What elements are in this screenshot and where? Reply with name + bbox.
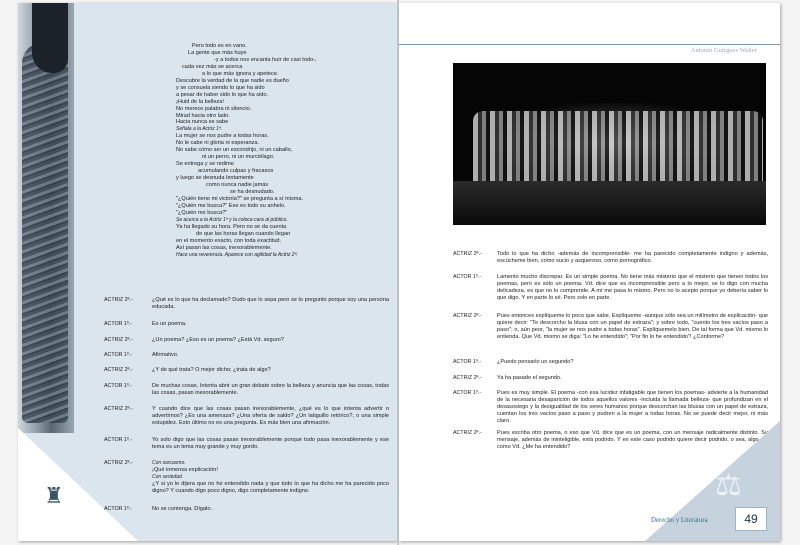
poem-line: y se consuela siendo lo que ha sido xyxy=(176,84,265,91)
speaker-label: ACTOR 1º.- xyxy=(453,274,482,280)
poem-line: Descubre la verdad de la que nadie es dueño xyxy=(176,77,289,84)
line-text: Es un poema. xyxy=(152,321,187,327)
speaker-label: ACTRIZ 2ª.- xyxy=(104,367,133,373)
dialogue-entry xyxy=(104,460,389,495)
speaker-label: ACTRIZ 2ª.- xyxy=(453,251,482,257)
dialogue-text xyxy=(152,460,389,495)
dialogue-text xyxy=(152,352,389,359)
page-number: 49 xyxy=(735,507,767,531)
poem-block xyxy=(136,43,376,259)
dialogue-text xyxy=(152,406,389,427)
dialogue-entry xyxy=(453,274,768,302)
line-text: De muchas cosas. Intenta abrir un gran debate sobre la belleza y anuncia que las cosas, todas las cosas, pasan inexorablemente. xyxy=(152,383,389,396)
poem-line: La mujer se nos pudre a todas horas. xyxy=(176,133,269,140)
poem-line: a pesar de haber sido lo que ha sido. xyxy=(176,91,269,98)
poem-line: Se acerca a la Actriz 1ª y la coloca cara al público. xyxy=(176,216,288,223)
stage-direction: Con seriedad. xyxy=(152,474,184,480)
poem-line: "¿Quién me busca?" xyxy=(176,209,228,216)
poem-line: ¡Huid de la belleza! xyxy=(176,98,224,105)
speaker-label: ACTRIZ 2ª.- xyxy=(104,297,133,303)
speaker-label: ACTOR 1º.- xyxy=(104,352,133,358)
stage-direction: Con sarcasmo. xyxy=(152,460,186,466)
dialogue-text xyxy=(152,506,389,513)
speaker-label: ACTOR 1º.- xyxy=(104,437,133,443)
dialogue-entry xyxy=(453,390,768,425)
speaker-label: ACTRIZ 2ª.- xyxy=(453,313,482,319)
left-page xyxy=(18,3,397,541)
poem-line: en el momento exacto, con toda exactitud. xyxy=(176,237,282,244)
running-head: Antonio Guirgues Walter xyxy=(690,47,757,54)
poem-line: Hacia nunca se sabe xyxy=(176,119,229,126)
dialogue-text xyxy=(152,321,389,328)
dialogue-entry xyxy=(453,359,768,366)
dialogue-entry xyxy=(104,321,389,328)
dialogue-entry xyxy=(104,297,389,311)
header-rule xyxy=(399,44,780,45)
poem-line: Señala a la Actriz 1ª. xyxy=(176,126,223,133)
speaker-label: ACTOR 1º.- xyxy=(104,321,133,327)
poem-line: Pero todo es en vano. xyxy=(192,43,247,49)
dialogue-text xyxy=(152,367,389,374)
dialogue-entry xyxy=(104,506,389,513)
stage-photo xyxy=(453,63,766,225)
speaker-label: ACTOR 1º.- xyxy=(104,506,133,512)
dialogue-text xyxy=(152,337,389,344)
poem-line: como nunca nadie jamás xyxy=(206,182,269,189)
line-text: Yo solo digo que las cosas pasan inexorablemente porque todo pasa inexorablemente y ese tema es un tema muy grande y muy gordo. xyxy=(152,437,389,450)
dialogue-text: Ya ha pasado el segundo. xyxy=(497,375,562,381)
poem-line: "¿Quién tiene mi victoria?" se pregunta a sí misma. xyxy=(176,195,304,202)
poem-line: No le cabe ni gloria ni esperanza. xyxy=(176,140,260,147)
dialogue-entry xyxy=(104,367,389,374)
statue-icon: ♜ xyxy=(44,483,64,508)
line-text: No se contenga. Dígalo. xyxy=(152,506,213,512)
poem-line: de que las horas llegan cuando llegan xyxy=(196,230,291,237)
line-text: ¿Un poema? ¿Eso es un poema? ¿Está Vd. seguro? xyxy=(152,337,284,343)
dialogue-text: Pues escriba otro poema, o eso que Vd. dice que es un poema, con un mensaje radicalmente distinto. Su mensaje, además de ininteligible, está podrido. Y en este caso podrido quiere decir podrido, o sea, algo así como Vd. ¿Me ha entendido? xyxy=(497,430,768,450)
speaker-label: ACTRIZ 2ª.- xyxy=(453,430,482,436)
speaker-label: ACTRIZ 2ª.- xyxy=(453,375,482,381)
poem-line: Se entrega y se redime xyxy=(176,161,234,168)
dialogue-text: Todo lo que ha dicho -además de incomprensible- me ha parecido completamente indigno y además, escúcheme bien, como sucio y asqueroso, como pornográfico. xyxy=(497,251,768,264)
line-text: Y cuando dice que las cosas pasan inexorablemente, ¿qué es lo que intenta advertir o advertirnos? ¿Es una amenaza? ¿Una oferta de saldo? ¿Un latiguillo retórico?, o una simple estupidez. Esto último no es una pregunta. Es más bien una afirmación. xyxy=(152,406,389,426)
dialogue-text: Pues es muy simple. El poema -con esa lucidez infatigable que tienen los poemas- advierte a la humanidad de la necesaria desaparición de todos aquellos valores -incluida la llamada belleza- que profundizan en el desasosiego y la desigualdad de los seres humanos porque descorchan las blusas con un papel de estraza, cuentan los tres vacíos paso a paso y pudren a la mujer a todas horas. No se puede decir mejor, ni más claro. xyxy=(497,390,768,424)
speaker-label: ACTOR 1º.- xyxy=(104,383,133,389)
dialogue-entry xyxy=(453,251,768,265)
dialogue-text xyxy=(152,437,389,451)
dress-figure-image xyxy=(22,43,68,423)
poem-line: La gente que más huye xyxy=(188,49,247,56)
dialogue-entry xyxy=(453,313,768,341)
poem-line: "¿Quién me busca?" Ese es todo su anhelo. xyxy=(176,202,286,209)
line-text: ¿Qué es lo que ha declamado? Dudo que lo sepa pero se lo pregunto porque soy una persona educada. xyxy=(152,297,389,310)
dialogue-entry xyxy=(104,437,389,451)
poem-line: y luego se desnuda lentamente xyxy=(176,175,254,182)
poem-line: cada vez más se acerca xyxy=(182,63,243,70)
speaker-label: ACTOR 1º.- xyxy=(453,390,482,396)
poem-line: No sabe cómo ser un escondrijo, ni un caballo, xyxy=(176,147,293,154)
speaker-label: ACTOR 1º.- xyxy=(453,359,482,365)
right-page xyxy=(399,3,780,541)
poem-line: -y a todos nos encanta huir de casi todo-, xyxy=(214,56,317,63)
gavel-icon: ⚖ xyxy=(715,469,742,502)
dialogue-entry xyxy=(104,337,389,344)
poem-line: No merece palabra ni silencio. xyxy=(176,105,252,112)
dialogue-text xyxy=(152,383,389,397)
footer-label: Derecho y Literatura xyxy=(651,517,708,524)
dialogue-entry xyxy=(104,352,389,359)
speaker-label: ACTRIZ 2ª.- xyxy=(104,460,133,466)
speaker-label: ACTRIZ 2ª.- xyxy=(104,337,133,343)
line-text: Afirmativo. xyxy=(152,352,179,358)
poem-line: acumulando culpas y fracasos xyxy=(198,168,274,175)
line-text: ¿Y si yo le dijera que no he entendido nada y que todo lo que ha dicho me ha parecido poco digno? Y cuando digo poco digno, digo completamente indigno. xyxy=(152,481,389,494)
line-text: ¿Y de qué trata? O mejor dicho; ¿trata de algo? xyxy=(152,367,271,373)
stage-floor xyxy=(453,181,766,225)
dialogue-text xyxy=(152,297,389,311)
poem-line: se ha desnudado. xyxy=(230,189,275,196)
dialogue-text: ¿Puedo pensarlo un segundo? xyxy=(497,359,574,365)
poem-line: Mirad hacia otro lado. xyxy=(176,112,230,119)
speaker-label: ACTRIZ 2ª.- xyxy=(104,406,133,412)
dialogue-entry xyxy=(104,383,389,397)
line-text: ¡Qué inmensa explicación! xyxy=(152,467,218,473)
figure-hair xyxy=(32,3,68,73)
poem-line: a lo que más ignora y apetece. xyxy=(202,70,279,77)
dialogue-entry xyxy=(453,375,768,382)
poem-line: Así pasan las cosas, inexorablemente. xyxy=(176,244,272,251)
dialogue-text: Lamento mucho discrepar. Es un simple poema. No tiene más misterio que el misterio que tienen todos los poemas, pero es sólo un poema. Vd. dice que es incomprensible pero a lo mejor, se lo digo con mucha delicadeza, es que no lo comprende. A mí me pasa lo mismo. Pero no lo acepto porque yo debería saber lo que digo. Y en parte lo sé. Pero solo en parte. xyxy=(497,274,768,301)
poem-line: ni un perro, ni un murciélago. xyxy=(202,154,275,161)
poem-line: Ya ha llegado su hora. Pero no se da cuenta xyxy=(176,223,287,230)
cast-on-stage xyxy=(473,111,763,183)
poem-line: Hace una reverencia. Aparece con agilidad la Actriz 2ª. xyxy=(176,251,298,258)
dialogue-entry xyxy=(104,406,389,427)
dialogue-text: Pues entonces explíqueme lo poco que sabe. Explíqueme -aunque sólo sea un milímetro de explicación- que quiere decir: "Te descorcho la blusa con un papel de estraza"; y sobre todo, "cuento los tres vacíos paso a paso"; o, aún peor, "la mujer se nos pudre a todas horas". Explíquemelo bien. De tal forma que Vd. mismo lo entienda. Que Vd. mismo se diga: "Lo he entendido"; "Por fin lo he entendido"! ¿Conforme? xyxy=(497,313,768,340)
